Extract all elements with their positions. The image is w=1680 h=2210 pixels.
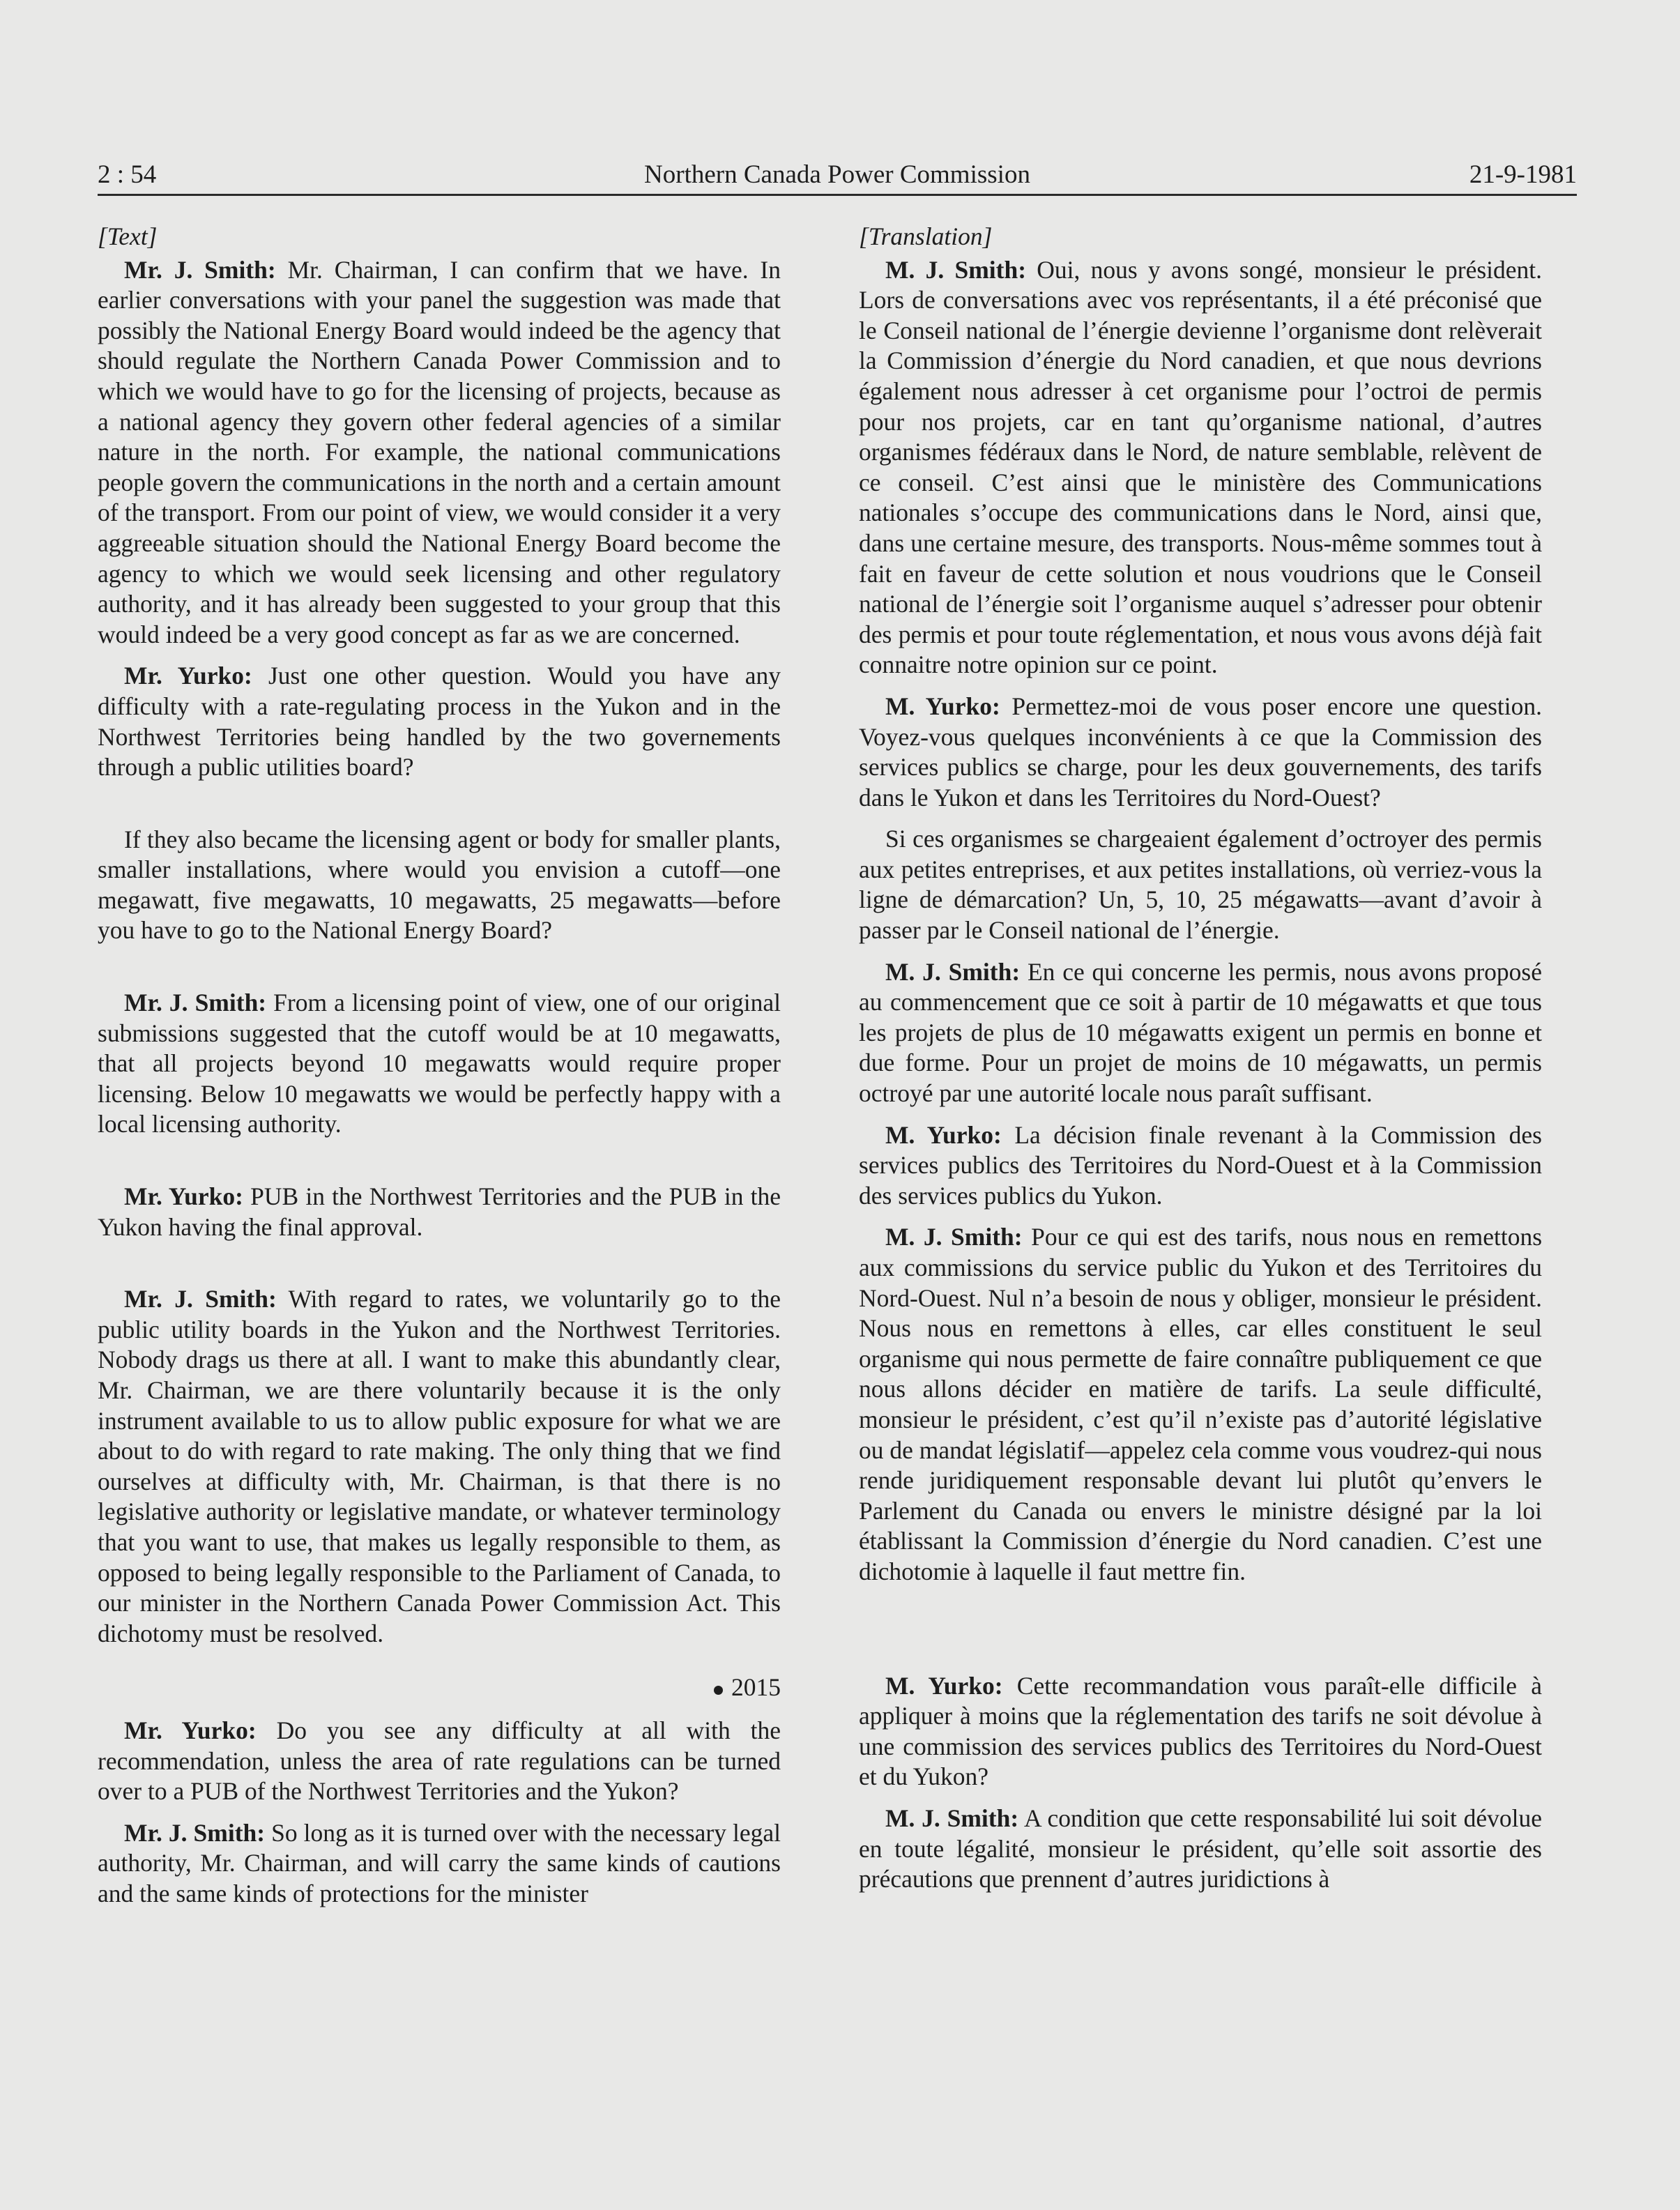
paragraph: [98, 1284, 781, 1649]
paragraph-text: Pour ce qui est des tarifs, nous nous en remettons aux commissions du service public du Yukon et des Territoires du Nord-Ouest. Nul n’a besoin de nous y obliger, monsieur le président. Nous nous en remettons à elles, car elles constituent le seul organisme qui nous permette de faire connaître publiquement ce que nous allons décider en matière de tarifs. La seule difficulté, monsieur le président, c’est qu’il n’existe pas d’autorité législative ou de mandat législatif—appelez cela comme vous voudrez-qui nous rende juridiquement responsable devant lui plutôt qu’envers le Parlement du Canada ou envers le ministre désigné par la loi établissant la Commission d’énergie du Nord canadien. C’est une dichotomie à laquelle il faut mettre fin.: [859, 1223, 1543, 1585]
paragraph-text: If they also became the licensing agent or body for smaller plants, smaller installations, where would you envision a cutoff—one megawatt, five megawatts, 10 megawatts, 25 megawatts—before you have to go to the National Energy Board?: [98, 825, 781, 945]
paragraph: [98, 661, 781, 782]
page-date: 21-9-1981: [1469, 160, 1577, 189]
paragraph: [98, 255, 781, 650]
paragraph-text: So long as it is turned over with the necessary legal authority, Mr. Chairman, and will carry the same kinds of cautions and the same kinds of protections for the minister: [98, 1818, 781, 1907]
speaker-name: M. J. Smith:: [885, 1223, 1023, 1251]
time-marker-text: 2015: [731, 1673, 781, 1702]
speaker-name: M. Yurko:: [885, 1120, 1002, 1149]
paragraph: [859, 1120, 1542, 1212]
page-number: 2 : 54: [98, 160, 157, 189]
speaker-name: Mr. J. Smith:: [124, 255, 276, 284]
paragraph-text: A condition que cette responsabilité lui soit dévolue en toute légalité, monsieur le président, qu’elle soit assortie des précautions que prennent d’autres juridictions à: [859, 1804, 1542, 1893]
speaker-name: Mr. Yurko:: [124, 1182, 243, 1211]
paragraph: [859, 957, 1542, 1109]
paragraph: [859, 255, 1542, 680]
speaker-name: M. J. Smith:: [885, 957, 1021, 986]
paragraph-text: Si ces organismes se chargeaient également d’octroyer des permis aux petites entreprises, et aux petites installations, où verriez-vous la ligne de démarcation? Un, 5, 10, 25 mégawatts—avant d’avoir à passer par le Conseil national de l’énergie.: [859, 825, 1542, 945]
paragraph: [98, 1818, 781, 1910]
paragraph-text: Permettez-moi de vous poser encore une question. Voyez-vous quelques inconvénients à ce que la Commission des services publics se charge, pour les deux gouvernements, des tarifs dans le Yukon et dans les Territoires du Nord-Ouest?: [859, 692, 1543, 811]
speaker-name: Mr. J. Smith:: [124, 1285, 277, 1313]
paragraph: [859, 824, 1542, 945]
paragraph-text: Just one other question. Would you have any difficulty with a rate-regulating process in the Yukon and in the Northwest Territories being handled by the two governements through a public utilities board?: [98, 662, 781, 782]
speaker-name: Mr. Yurko:: [124, 662, 252, 690]
column-label: [Translation]: [859, 222, 993, 250]
paragraph-text: Oui, nous y avons songé, monsieur le président. Lors de conversations avec vos représentants, il a été préconisé que le Conseil national de l’énergie devienne l’organisme dont relèverait la Commission d’énergie du Nord canadien, et que nous devrions également nous adresser à cet organisme pour l’octroi de permis pour nos projets, car en tant qu’organisme national, d’autres organismes fédéraux dans le Nord, de nature semblable, relèvent de ce conseil. C’est ainsi que le ministère des Communications nationales s’occupe des communications dans le Nord, ainsi que, dans une certaine mesure, des transports. Nous-même sommes tout à fait en faveur de cette solution et nous voudrions que le Conseil national de l’énergie soit l’organisme auquel s’adresser pour obtenir des permis et pour toute réglementation, et nous vous avons déjà fait connaitre notre opinion sur ce point.: [859, 255, 1543, 679]
speaker-name: M. J. Smith:: [885, 1804, 1019, 1832]
french-column: [859, 222, 1542, 1906]
column-label: [Text]: [98, 222, 158, 250]
paragraph-text: From a licensing point of view, one of our original submissions suggested that the cutoff would be at 10 megawatts, that all projects beyond 10 megawatts would require proper licensing. Below 10 megawatts we would be perfectly happy with a local licensing authority.: [98, 989, 781, 1138]
paragraph-text: Mr. Chairman, I can confirm that we have. In earlier conversations with your panel the suggestion was made that possibly the National Energy Board would indeed be the agency that should regulate the Northern Canada Power Commission and to which we would have to go for the licensing of projects, because as a national agency they govern other federal agencies of a similar nature in the north. For example, the national communications people govern the communications in the north and a certain amount of the transport. From our point of view, we would consider it a very aggreeable situation should the National Energy Board become the agency to which we would seek licensing and other regulatory authority, and it has already been suggested to your group that this would indeed be a very good concept as far as we are concerned.: [98, 255, 781, 648]
paragraph-text: PUB in the Northwest Territories and the PUB in the Yukon having the final approval.: [98, 1182, 781, 1241]
speaker-name: M. J. Smith:: [885, 255, 1027, 284]
page-header: [98, 155, 1577, 196]
paragraph: [859, 1804, 1542, 1895]
speaker-name: M. Yurko:: [885, 1671, 1003, 1700]
paragraph-text: With regard to rates, we voluntarily go to the public utility boards in the Yukon and the Northwest Territories. Nobody drags us there at all. I want to make this abundantly clear, Mr. Chairman, we are there voluntarily because it is the only instrument available to us to allow public exposure for what we are about to do with regard to rate making. The only thing that we find ourselves at difficulty with, Mr. Chairman, is that there is no legislative authority or legislative mandate, or whatever terminology that you want to use, that makes us legally responsible to them, as opposed to being legally responsible to the Parliament of Canada, to our minister in the Northern Canada Power Commission Act. This dichotomy must be resolved.: [98, 1285, 781, 1647]
bullet-icon: [714, 1686, 723, 1695]
paragraph: [98, 1182, 781, 1242]
paragraph: [98, 825, 781, 946]
paragraph-text: Cette recommandation vous paraît-elle difficile à appliquer à moins que la réglementation des tarifs ne soit dévolue à une commission des services publics des Territoires du Nord-Ouest et du Yukon?: [859, 1671, 1542, 1791]
time-marker: [98, 1672, 781, 1703]
paragraph: [859, 692, 1542, 813]
english-column: [98, 222, 781, 1921]
speaker-name: Mr. J. Smith:: [124, 1818, 266, 1847]
paragraph: [859, 1222, 1542, 1587]
paragraph-text: En ce qui concerne les permis, nous avons proposé au commencement que ce soit à partir de 10 mégawatts et que tous les projets de plus de 10 mégawatts exigent un permis en bonne et due forme. Pour un projet de moins de 10 mégawatts, un permis octroyé par une autorité locale nous paraît suffisant.: [859, 957, 1543, 1108]
paragraph: [98, 1716, 781, 1807]
speaker-name: Mr. Yurko:: [124, 1716, 257, 1744]
paragraph: [98, 988, 781, 1140]
paragraph: [859, 1671, 1542, 1792]
speaker-name: Mr. J. Smith:: [124, 989, 267, 1017]
speaker-name: M. Yurko:: [885, 692, 1000, 720]
running-title: Northern Canada Power Commission: [644, 160, 1030, 189]
paragraph-text: La décision finale revenant à la Commission des services publics des Territoires du Nord-Ouest et à la Commission des services publics du Yukon.: [859, 1120, 1542, 1210]
paragraph-text: Do you see any difficulty at all with the recommendation, unless the area of rate regulations can be turned over to a PUB of the Northwest Territories and the Yukon?: [98, 1716, 781, 1806]
